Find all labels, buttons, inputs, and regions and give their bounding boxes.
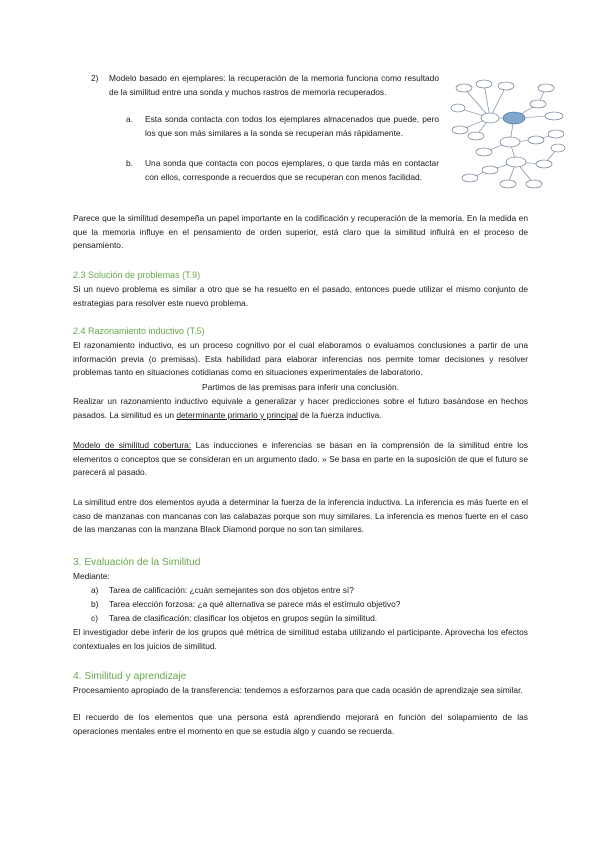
mediante-label: Mediante:: [73, 571, 110, 581]
section-heading-4: 4. Similitud y aprendizaje: [73, 671, 187, 682]
sub-item-b: Una sonda que contacta con pocos ejemplares, o que tarda más en contactar con ellos, corresponde a recuerdos que se recuperan con menos facilidad.: [145, 158, 439, 182]
modelo-title: Modelo de similitud cobertura:: [73, 440, 192, 450]
eval-item-c: Tarea de clasificación: clasificar los objetos en grupos según la similitud.: [109, 613, 378, 623]
section-heading-2-4: 2.4 Razonamiento inductivo (T.5): [73, 326, 205, 336]
eval-label-b: b): [91, 599, 99, 609]
list-number: 2): [91, 73, 99, 83]
similitud-paragraph: Parece que la similitud desempeña un papel importante en la codificación y recuperación de la memoria. En la medida en que la memoria influye en el pensamiento de orden superior, está claro que la similitud influirá en el proceso de pensamiento.: [73, 213, 528, 251]
razonamiento-text-a: Realizar un razonamiento inductivo equivale a generalizar y hacer predicciones sobre el futuro basándose en hechos pasados. La similitud es un: [73, 396, 528, 420]
section-2-3-text: Si un nuevo problema es similar a otro que se ha resuelto en el pasado, entonces puede utilizar el mismo conjunto de estrategias para resolver este nuevo problema.: [73, 284, 528, 308]
eval-item-b: Tarea elección forzosa: ¿a qué alternativa se parece más el estímulo objetivo?: [109, 599, 401, 609]
sub-item-a: Esta sonda contacta con todos los ejemplares almacenados que puede, pero los que son más similares a la sonda se recuperan más rápidamente.: [145, 114, 439, 138]
section-3-text: El investigador debe inferir de los grupos qué métrica de similitud estaba utilizando el participante. Aprovecha los efectos contextuales en los juicios de similitud.: [73, 627, 528, 651]
razonamiento-paragraph: [73, 395, 528, 422]
razonamiento-text-b: de la fuerza inductiva.: [297, 409, 382, 420]
premisas-line: Partimos de las premisas para inferir una conclusión.: [202, 382, 399, 392]
fuerza-paragraph: La similitud entre dos elementos ayuda a determinar la fuerza de la inferencia inductiva. La inferencia es más fuerte en el caso de manzanas con mancanas con las calabazas porque son muy similares. La inferencia es menos fuerte en el caso de las manzanas con la manzana Black Diamond porque no son tan similares.: [73, 497, 528, 535]
section-heading-3: 3. Evaluación de la Similitud: [73, 557, 201, 568]
section-4-text-1: Procesamiento apropiado de la transferencia: tendemos a esforzarnos para que cada ocasión de aprendizaje sea similar.: [73, 685, 523, 695]
modelo-text: Las inducciones e inferencias se basan en la comprensión de la similitud entre los elementos o conceptos que se consideran en un argumento dado. » Se basa en parte en la suposición de que el futuro se parecerá al pasado.: [73, 440, 528, 478]
eval-item-a: Tarea de calificación: ¿cuán semejantes son dos objetos entre sí?: [109, 585, 354, 595]
item2-text: Modelo basado en ejemplares: la recuperación de la memoria funciona como resultado de la similitud entre una sonda y muchos rastros de memoria recuperados.: [109, 73, 439, 97]
determinante-underline: determinante primario y principal: [176, 409, 298, 420]
section-4-text-2: El recuerdo de los elementos que una persona está aprendiendo mejorará en función del solapamiento de las operaciones mentales entre el momento en que se estudia algo y cuando se recuerda.: [73, 712, 528, 736]
sub-label-b: b.: [126, 158, 133, 168]
sub-label-a: a.: [126, 114, 133, 124]
eval-label-a: a): [91, 585, 99, 595]
section-heading-2-3: 2.3 Solución de problemas (T.9): [73, 270, 201, 280]
section-2-4-text: El razonamiento inductivo, es un proceso cognitivo por el cual elaboramos o evaluamos conclusiones a partir de una información previa (o premisas). Esta habilidad para elaborar inferencias nos permite tomar decisiones y resolver problemas tanto en situaciones cotidianas como en situaciones experimentales de laboratorio.: [73, 340, 528, 378]
modelo-paragraph: [73, 439, 528, 480]
eval-label-c: c): [91, 613, 98, 623]
similarity-network-diagram: [450, 78, 566, 196]
